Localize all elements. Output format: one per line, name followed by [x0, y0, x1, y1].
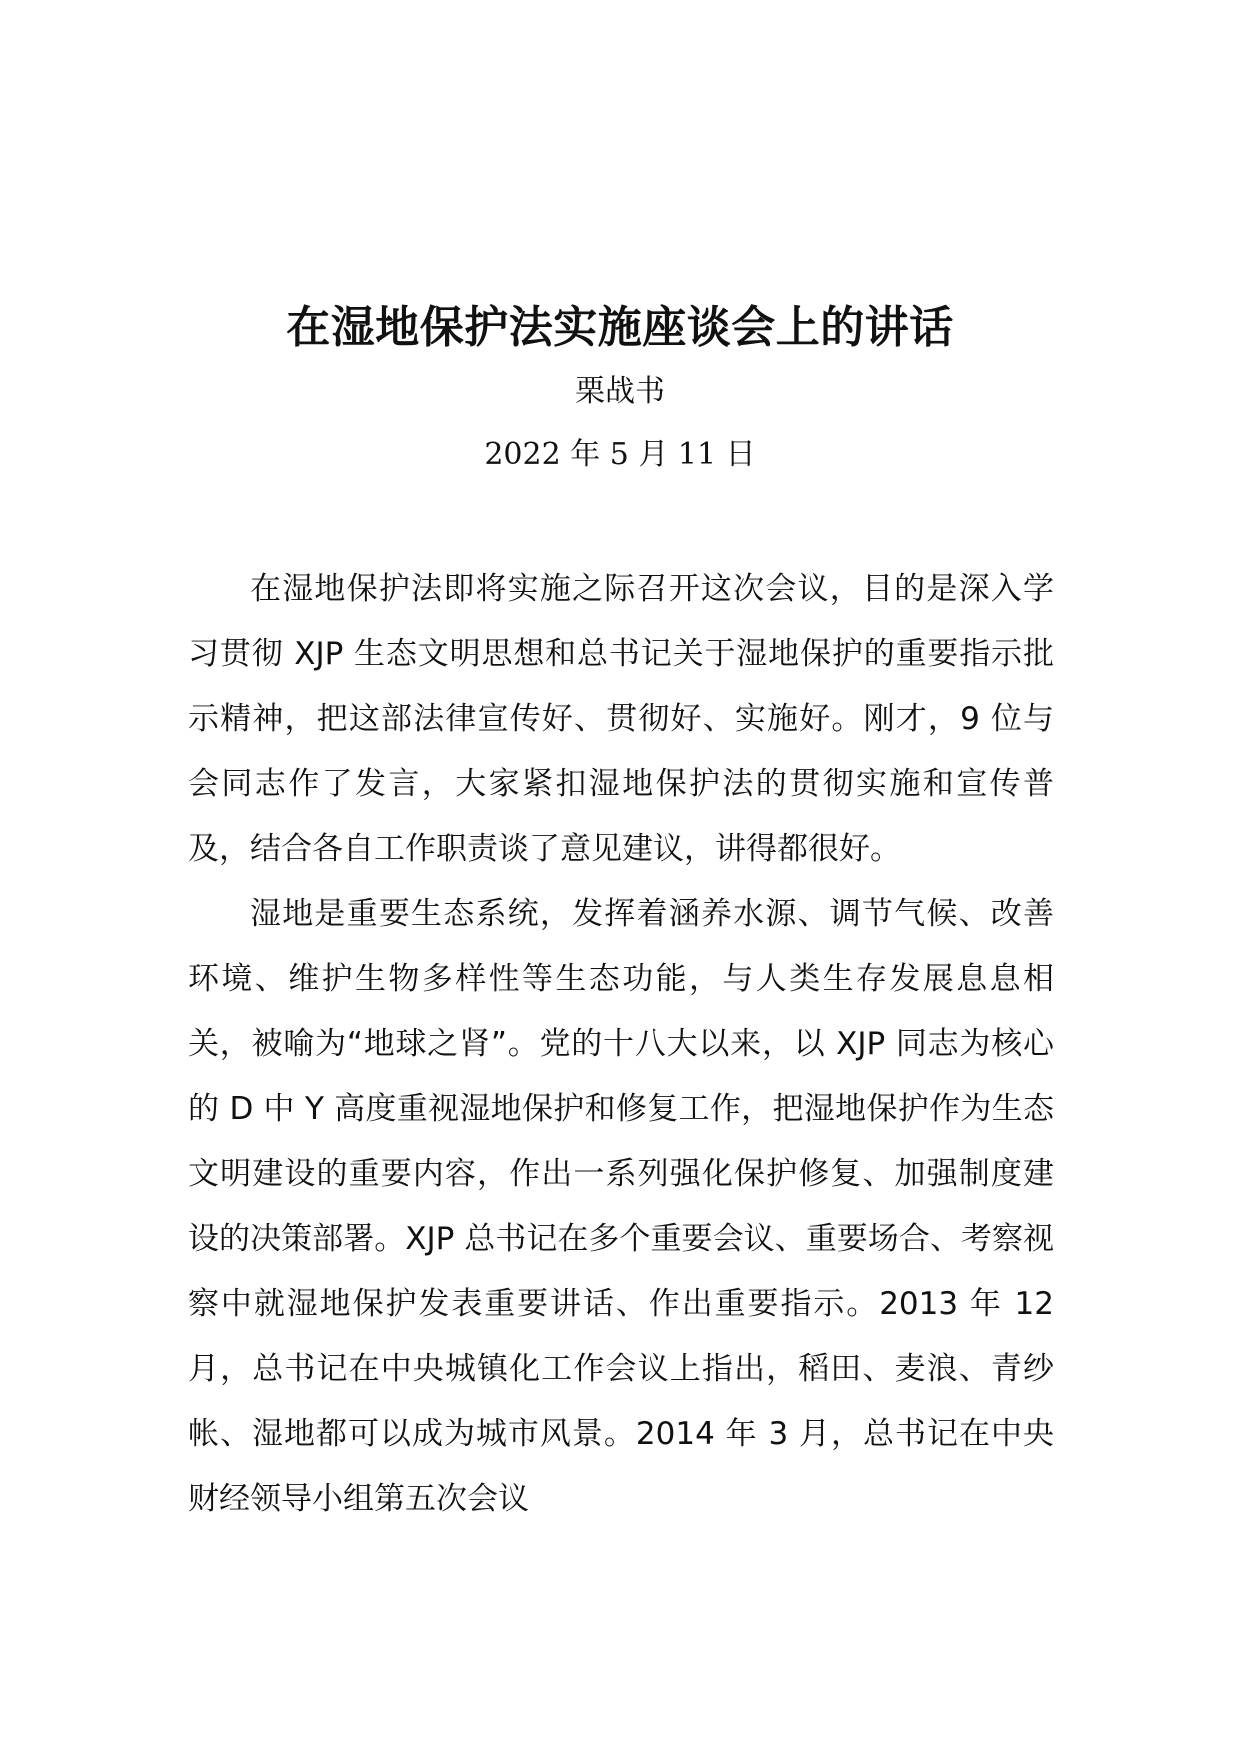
document-title: 在湿地保护法实施座谈会上的讲话 [286, 302, 954, 353]
document-author: 栗战书 [575, 374, 665, 409]
body-paragraph: 湿地是重要生态系统，发挥着涵养水源、调节气候、改善环境、维护生物多样性等生态功能，与人类生存发展息息相关，被喻为“地球之肾”。党的十八大以来，以 XJP 同志为核心的 D 中 Y 高度重视湿地保护和修复工作，把湿地保护作为生态文明建设的重要内容，作出一系列强化保护修复、加强制度建设的决策部署。XJP 总书记在多个重要会议、重要场合、考察视察中就湿地保护发表重要讲话、作出重要指示。2013 年 12 月，总书记在中央城镇化工作会议上指出，稻田、麦浪、青纱帐、湿地都可以成为城市风景。2014 年 3 月，总书记在中央财经领导小组第五次会议 [188, 896, 1054, 1517]
document-body [188, 557, 1054, 1532]
document-date: 2022 年 5 月 11 日 [484, 437, 756, 472]
body-paragraph: 在湿地保护法即将实施之际召开这次会议，目的是深入学习贯彻 XJP 生态文明思想和总书记关于湿地保护的重要指示批示精神，把这部法律宣传好、贯彻好、实施好。刚才，9 位与会同志作了发言，大家紧扣湿地保护法的贯彻实施和宣传普及，结合各自工作职责谈了意见建议，讲得都很好。 [188, 571, 1054, 867]
